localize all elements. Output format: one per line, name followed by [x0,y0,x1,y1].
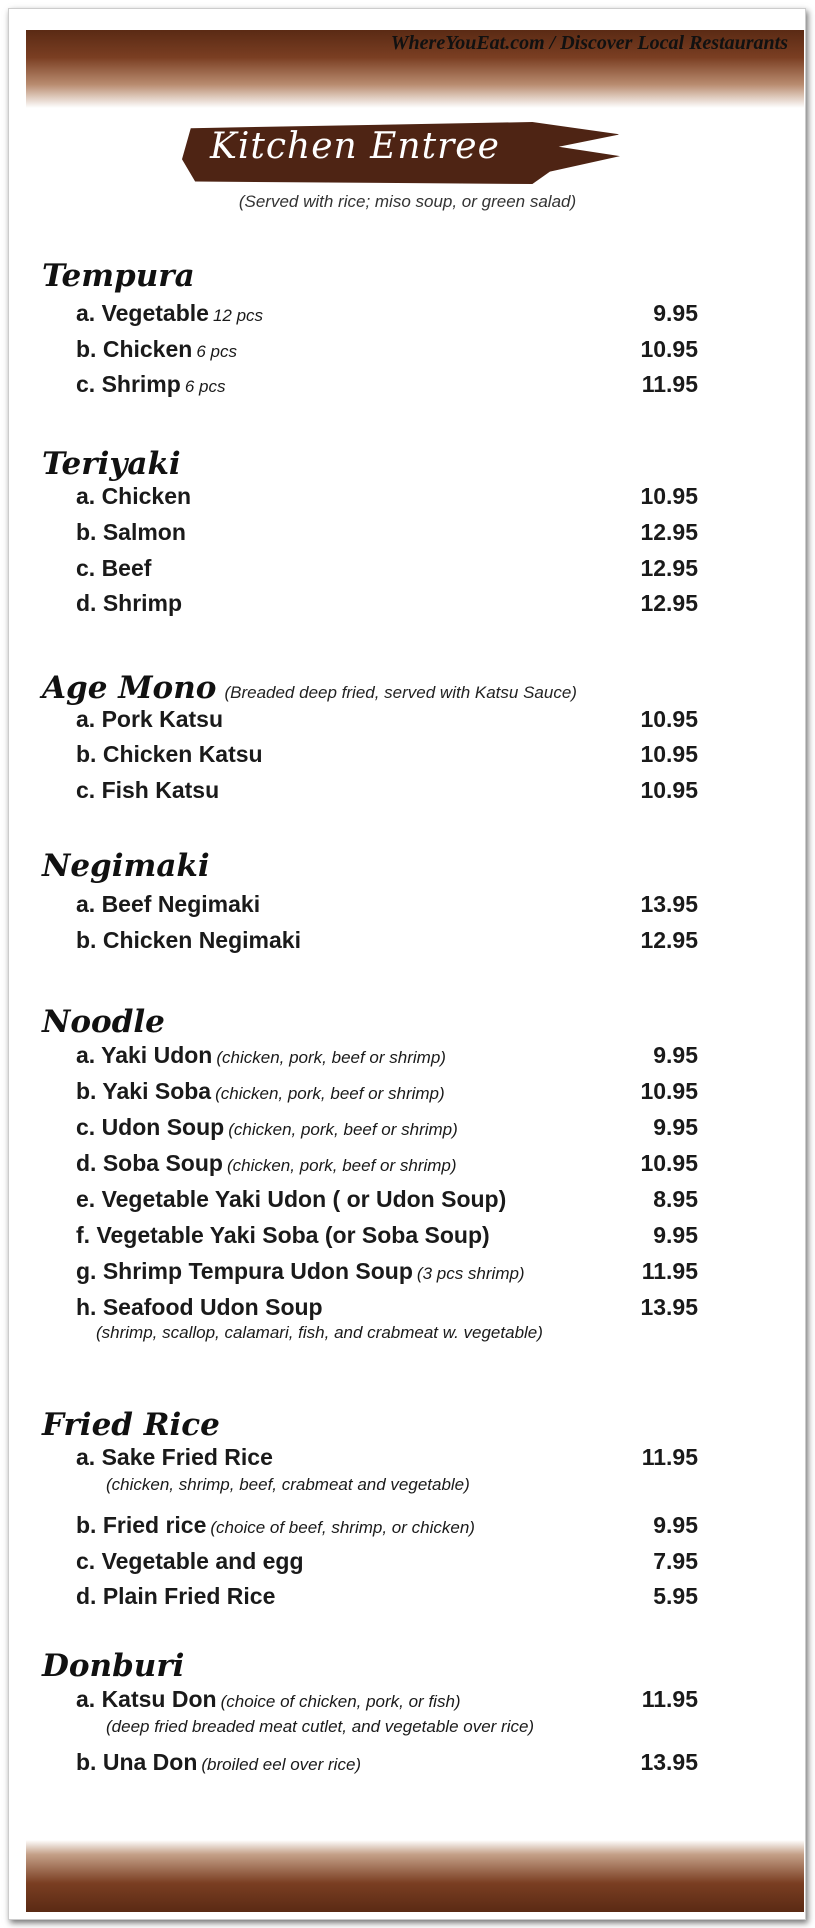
item-name: c. Udon Soup [76,1114,225,1140]
item-name: a. Sake Fried Rice [76,1444,273,1470]
page-title: Kitchen Entree [210,126,500,167]
item-name: b. Fried rice [76,1512,207,1538]
section-heading [42,446,181,482]
item-price: 10.95 [640,1150,698,1176]
site-watermark: WhereYouEat.com / Discover Local Restaurants [390,32,788,54]
item-description: (chicken, pork, beef or shrimp) [228,1120,458,1139]
item-subdescription: (chicken, shrimp, beef, crabmeat and vegetable) [106,1475,470,1494]
section-heading [42,1648,184,1684]
item-subdescription: (shrimp, scallop, calamari, fish, and crabmeat w. vegetable) [96,1323,543,1342]
item-description: 6 pcs [184,377,226,396]
menu-item [76,777,698,811]
item-name: a. Vegetable [76,300,209,326]
item-name: d. Soba Soup [76,1150,223,1176]
header-band [26,30,804,108]
section-title: Age Mono [42,670,217,706]
menu-item [76,590,698,624]
menu-item [76,706,698,740]
section-title: Fried Rice [42,1407,220,1443]
item-name: b. Una Don [76,1749,198,1775]
item-price: 10.95 [640,1078,698,1104]
item-price: 9.95 [653,300,698,326]
item-price: 9.95 [653,1114,698,1140]
item-price: 9.95 [653,1222,698,1248]
menu-item [76,1042,698,1076]
item-description: (choice of chicken, pork, or fish) [220,1692,461,1711]
menu-item [76,300,698,334]
menu-item [76,1583,698,1617]
item-price: 13.95 [640,1294,698,1320]
item-description: 6 pcs [196,342,237,361]
item-description: (choice of beef, shrimp, or chicken) [210,1518,475,1537]
item-name: d. Shrimp [76,590,183,616]
item-name: f. Vegetable Yaki Soba (or Soba Soup) [76,1222,490,1248]
menu-item [76,1512,698,1546]
item-name: b. Chicken Katsu [76,741,263,767]
item-price: 10.95 [640,483,698,509]
item-description: (broiled eel over rice) [201,1755,362,1774]
item-name: c. Vegetable and egg [76,1548,304,1574]
item-name: b. Chicken [76,336,193,362]
item-name: a. Beef Negimaki [76,891,261,917]
item-description: (chicken, pork, beef or shrimp) [215,1084,445,1103]
page-subtitle: (Served with rice; miso soup, or green salad) [238,192,577,211]
item-price: 10.95 [640,336,698,362]
section-heading [42,670,577,706]
item-name: c. Beef [76,555,152,581]
menu-item [76,1548,698,1582]
item-price: 10.95 [640,777,698,803]
item-price: 13.95 [640,891,698,917]
menu-item [76,555,698,589]
item-price: 12.95 [640,555,698,581]
menu-item [76,336,698,370]
menu-item [76,519,698,553]
menu-item [76,927,698,961]
item-price: 11.95 [641,1444,698,1470]
item-name: a. Chicken [76,483,192,509]
item-price: 5.95 [653,1583,698,1609]
menu-item [76,1686,698,1720]
menu-item [76,1222,698,1256]
item-price: 7.95 [653,1548,698,1574]
item-description: (chicken, pork, beef or shrimp) [216,1048,446,1067]
menu-item [76,1150,698,1184]
section-heading [42,848,210,884]
item-subdescription: (deep fried breaded meat cutlet, and vegetable over rice) [106,1717,535,1736]
item-name: g. Shrimp Tempura Udon Soup [76,1258,413,1284]
section-title: Noodle [42,1004,165,1040]
menu-page [8,8,806,1920]
menu-item [76,1749,698,1783]
menu-item [76,371,698,405]
section-title: Teriyaki [42,446,181,482]
item-price: 11.95 [641,1258,698,1284]
item-name: d. Plain Fried Rice [76,1583,276,1609]
item-name: a. Yaki Udon [76,1042,213,1068]
item-price: 10.95 [640,741,698,767]
item-price: 9.95 [653,1042,698,1068]
item-name: c. Fish Katsu [76,777,220,803]
item-price: 12.95 [640,927,698,953]
footer-band [26,1840,804,1912]
item-name: a. Pork Katsu [76,706,223,732]
item-name: b. Salmon [76,519,186,545]
item-description: (chicken, pork, beef or shrimp) [226,1156,457,1175]
item-price: 12.95 [640,519,698,545]
item-price: 10.95 [640,706,698,732]
menu-item [76,483,698,517]
item-name: c. Shrimp [76,371,181,397]
item-name: b. Yaki Soba [76,1078,212,1104]
menu-item [76,891,698,925]
menu-item [76,1186,698,1220]
section-title: Tempura [42,258,195,294]
item-price: 13.95 [640,1749,698,1775]
item-description: (3 pcs shrimp) [416,1264,525,1283]
section-heading [42,1004,165,1040]
section-heading [42,258,195,294]
item-price: 9.95 [653,1512,698,1538]
section-title: Negimaki [42,848,210,884]
menu-item [76,1078,698,1112]
menu-item [76,1114,698,1148]
section-heading [42,1407,220,1443]
item-name: b. Chicken Negimaki [76,927,301,953]
item-name: h. Seafood Udon Soup [76,1294,323,1320]
item-price: 11.95 [641,371,698,397]
item-description: 12 pcs [212,306,264,325]
section-title: Donburi [42,1648,185,1684]
item-price: 12.95 [640,590,698,616]
item-price: 8.95 [653,1186,698,1212]
item-name: e. Vegetable Yaki Udon ( or Udon Soup) [76,1186,507,1212]
menu-item [76,741,698,775]
menu-item [76,1444,698,1478]
menu-item [76,1258,698,1292]
item-price: 11.95 [641,1686,698,1712]
item-name: a. Katsu Don [76,1686,217,1712]
section-note: (Breaded deep fried, served with Katsu Sauce) [224,683,577,702]
